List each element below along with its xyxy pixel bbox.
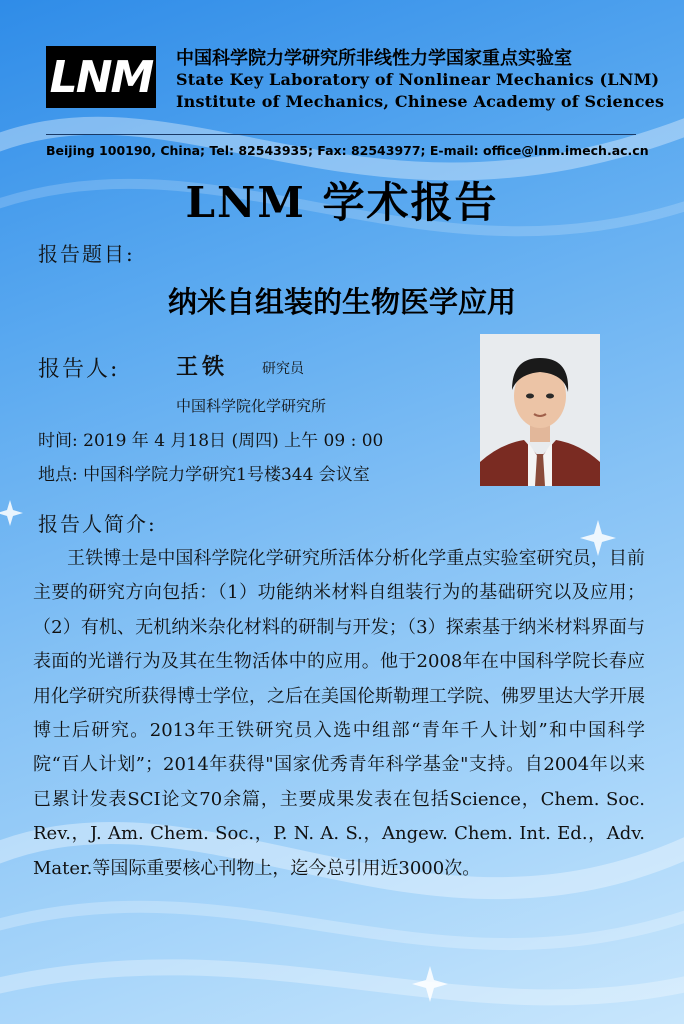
org-name-en-2: Institute of Mechanics, Chinese Academy of Sciences [176,92,665,111]
poster-title: LNM 学术报告 [185,178,499,227]
topic-label: 报告题目: [38,242,135,266]
portrait-icon [480,334,600,486]
logo-text: LNM [49,51,153,103]
speaker-photo [480,334,600,486]
header-divider [46,134,636,135]
contact-info: Beijing 100190, China; Tel: 82543935; Fax: 82543977; E-mail: office@lnm.imech.ac.cn [46,143,649,158]
org-name-en-1: State Key Laboratory of Nonlinear Mechanics (LNM) [176,70,660,89]
talk-place: 地点: 中国科学院力学研究1号楼344 会议室 [38,465,370,485]
topic-title: 纳米自组装的生物医学应用 [167,285,516,319]
org-name-cn: 中国科学院力学研究所非线性力学国家重点实验室 [176,48,572,69]
bio-label: 报告人简介: [38,512,157,536]
lnm-logo [46,46,156,108]
talk-time: 时间: 2019 年 4 月18日 (周四) 上午 09 : 00 [38,431,384,451]
bio-text: 王铁博士是中国科学院化学研究所活体分析化学重点实验室研究员，目前主要的研究方向包括：（1）功能纳米材料自组装行为的基础研究以及应用；（2）有机、无机纳米杂化材料的研制与开发；（3）探索基于纳米材料界面与表面的光谱行为及其在生物活体中的应用。他于2008年在中国科学院长春应用化学研究所获得博士学位，之后在美国伦斯勒理工学院、佛罗里达大学开展博士后研究。2013年王铁研究员入选中组部“青年千人计划”和中国科学院“百人计划”；2014年获得"国家优秀青年科学基金"支持。自2004年以来已累计发表SCI论文70余篇，主要成果发表在包括Science，Chem. Soc. Rev.，J. Am. Chem. Soc.，P. N. A. S.，Angew. Chem. Int. Ed.，Adv. Mater.等国际重要核心刊物上，迄今总引用近3000次。 [33,548,645,879]
speaker-title: 研究员 [262,361,304,377]
speaker-institution: 中国科学院化学研究所 [176,397,327,415]
speaker-label: 报告人: [38,357,120,382]
speaker-name: 王铁 [176,354,229,380]
